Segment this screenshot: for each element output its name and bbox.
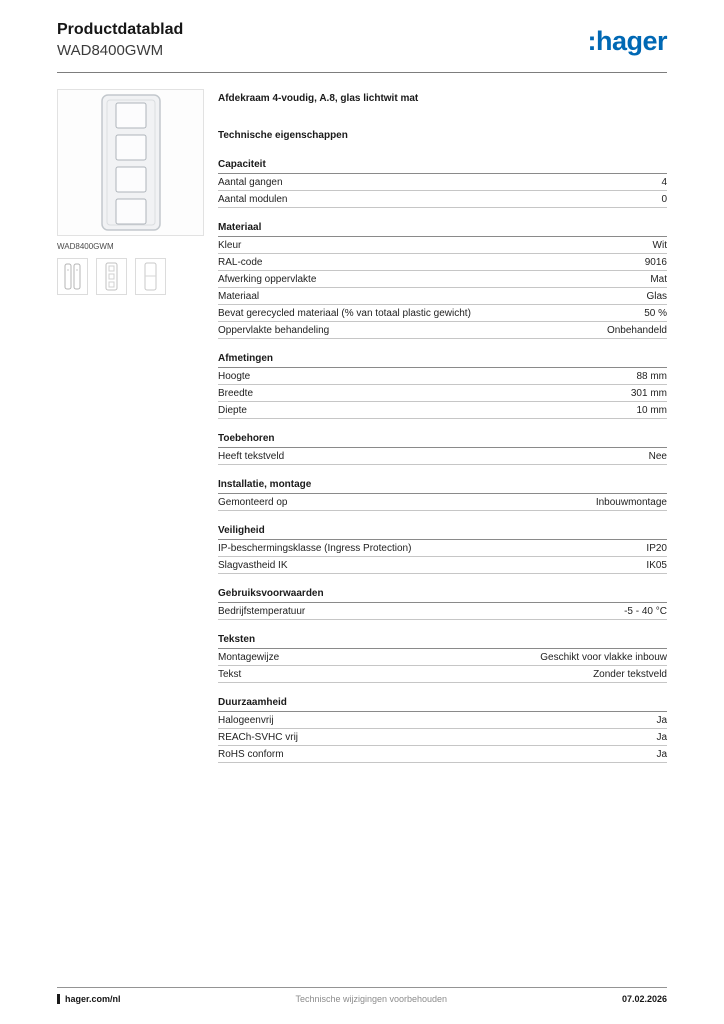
spec-row [218, 746, 667, 763]
spec-value: 10 mm [636, 405, 667, 416]
spec-section [218, 694, 667, 763]
spec-value: Mat [650, 274, 667, 285]
spec-section [218, 522, 667, 574]
spec-value: Wit [652, 240, 667, 251]
dimension-sketch-icon [136, 259, 165, 294]
spec-row [218, 557, 667, 574]
spec-section [218, 631, 667, 683]
spec-value: 0 [661, 194, 667, 205]
tech-properties-heading: Technische eigenschappen [218, 130, 348, 141]
spec-value: Inbouwmontage [595, 497, 667, 508]
spec-column [218, 89, 667, 774]
spec-row [218, 448, 667, 465]
spec-row [218, 712, 667, 729]
spec-row [218, 191, 667, 208]
spec-row [218, 254, 667, 271]
spec-value: 50 % [644, 308, 667, 319]
spec-row [218, 368, 667, 385]
spec-label: Diepte [218, 405, 247, 416]
hager-logo [587, 28, 667, 55]
spec-label: RAL-code [218, 257, 263, 268]
spec-label: Tekst [218, 669, 242, 680]
spec-row [218, 322, 667, 339]
spec-label: Breedte [218, 388, 254, 399]
footer-row [57, 994, 667, 1004]
footer-date: 07.02.2026 [621, 994, 667, 1004]
spec-value: IK05 [646, 560, 667, 571]
spec-label: REACh-SVHC vrij [218, 732, 299, 743]
spec-section [218, 476, 667, 511]
spec-section [218, 350, 667, 419]
spec-value: IP20 [646, 543, 667, 554]
page-footer [57, 987, 667, 1004]
spec-value: 88 mm [636, 371, 667, 382]
spec-section [218, 430, 667, 465]
spec-label: Materiaal [218, 291, 260, 302]
spec-label: Montagewijze [218, 652, 280, 663]
product-image [57, 89, 204, 236]
spec-label: Slagvastheid IK [218, 560, 288, 571]
logo-text: hager [595, 26, 667, 56]
spec-value: Ja [656, 732, 667, 743]
spec-row [218, 666, 667, 683]
spec-label: Kleur [218, 240, 242, 251]
product-thumbnail [135, 258, 166, 295]
spec-label: Aantal modulen [218, 194, 288, 205]
footer-mark-icon [57, 994, 60, 1004]
image-column [57, 89, 218, 774]
spec-section-title: Gebruiksvoorwaarden [218, 585, 667, 603]
main-content [0, 73, 724, 774]
spec-value: Ja [656, 749, 667, 760]
spec-row [218, 271, 667, 288]
frame-profile-sketch-icon [58, 259, 87, 294]
footer-notice: Technische wijzigingen voorbehouden [295, 994, 448, 1004]
spec-label: Bedrijfstemperatuur [218, 606, 306, 617]
footer-site-wrap [57, 994, 121, 1004]
footer-site: hager.com/nl [65, 994, 121, 1004]
spec-row [218, 603, 667, 620]
spec-row [218, 729, 667, 746]
spec-label: Oppervlakte behandeling [218, 325, 330, 336]
spec-section-title: Afmetingen [218, 350, 667, 368]
product-code: WAD8400GWM [57, 42, 164, 59]
spec-section-title: Toebehoren [218, 430, 667, 448]
spec-value: Ja [656, 715, 667, 726]
product-image-caption: WAD8400GWM [57, 242, 114, 251]
spec-row [218, 402, 667, 419]
spec-value: 301 mm [630, 388, 667, 399]
spec-value: -5 - 40 °C [624, 606, 667, 617]
spec-section [218, 585, 667, 620]
document-title: Productdatablad [57, 21, 184, 38]
spec-section-title: Installatie, montage [218, 476, 667, 494]
cover-frame-image [58, 90, 203, 235]
spec-section [218, 219, 667, 339]
spec-section [218, 156, 667, 208]
spec-row [218, 494, 667, 511]
spec-value: Geschikt voor vlakke inbouw [540, 652, 667, 663]
spec-section-title: Duurzaamheid [218, 694, 667, 712]
product-name: Afdekraam 4-voudig, A.8, glas lichtwit mat [218, 93, 419, 104]
page-header [0, 0, 724, 59]
spec-value: Glas [646, 291, 667, 302]
spec-row [218, 288, 667, 305]
spec-label: Gemonteerd op [218, 497, 288, 508]
thumbnail-row [57, 258, 218, 295]
spec-section-title: Materiaal [218, 219, 667, 237]
spec-row [218, 540, 667, 557]
spec-label: IP-beschermingsklasse (Ingress Protection) [218, 543, 412, 554]
spec-label: Heeft tekstveld [218, 451, 285, 462]
spec-row [218, 385, 667, 402]
spec-value: 4 [661, 177, 667, 188]
spec-label: Halogeenvrij [218, 715, 274, 726]
frame-front-sketch-icon [97, 259, 126, 294]
spec-label: Afwerking oppervlakte [218, 274, 317, 285]
spec-label: Aantal gangen [218, 177, 283, 188]
spec-section-title: Veiligheid [218, 522, 667, 540]
header-titles [57, 20, 183, 59]
spec-value: Nee [648, 451, 667, 462]
spec-label: Bevat gerecycled materiaal (% van totaal plastic gewicht) [218, 308, 471, 319]
spec-value: Zonder tekstveld [593, 669, 667, 680]
spec-label: RoHS conform [218, 749, 284, 760]
spec-row [218, 174, 667, 191]
footer-divider [57, 987, 667, 988]
spec-section-title: Capaciteit [218, 156, 667, 174]
product-thumbnail [57, 258, 88, 295]
spec-sections [218, 156, 667, 763]
product-thumbnail [96, 258, 127, 295]
spec-row [218, 305, 667, 322]
spec-section-title: Teksten [218, 631, 667, 649]
spec-row [218, 649, 667, 666]
spec-value: Onbehandeld [606, 325, 667, 336]
logo-colon: : [587, 26, 596, 56]
spec-value: 9016 [644, 257, 667, 268]
spec-row [218, 237, 667, 254]
spec-label: Hoogte [218, 371, 251, 382]
